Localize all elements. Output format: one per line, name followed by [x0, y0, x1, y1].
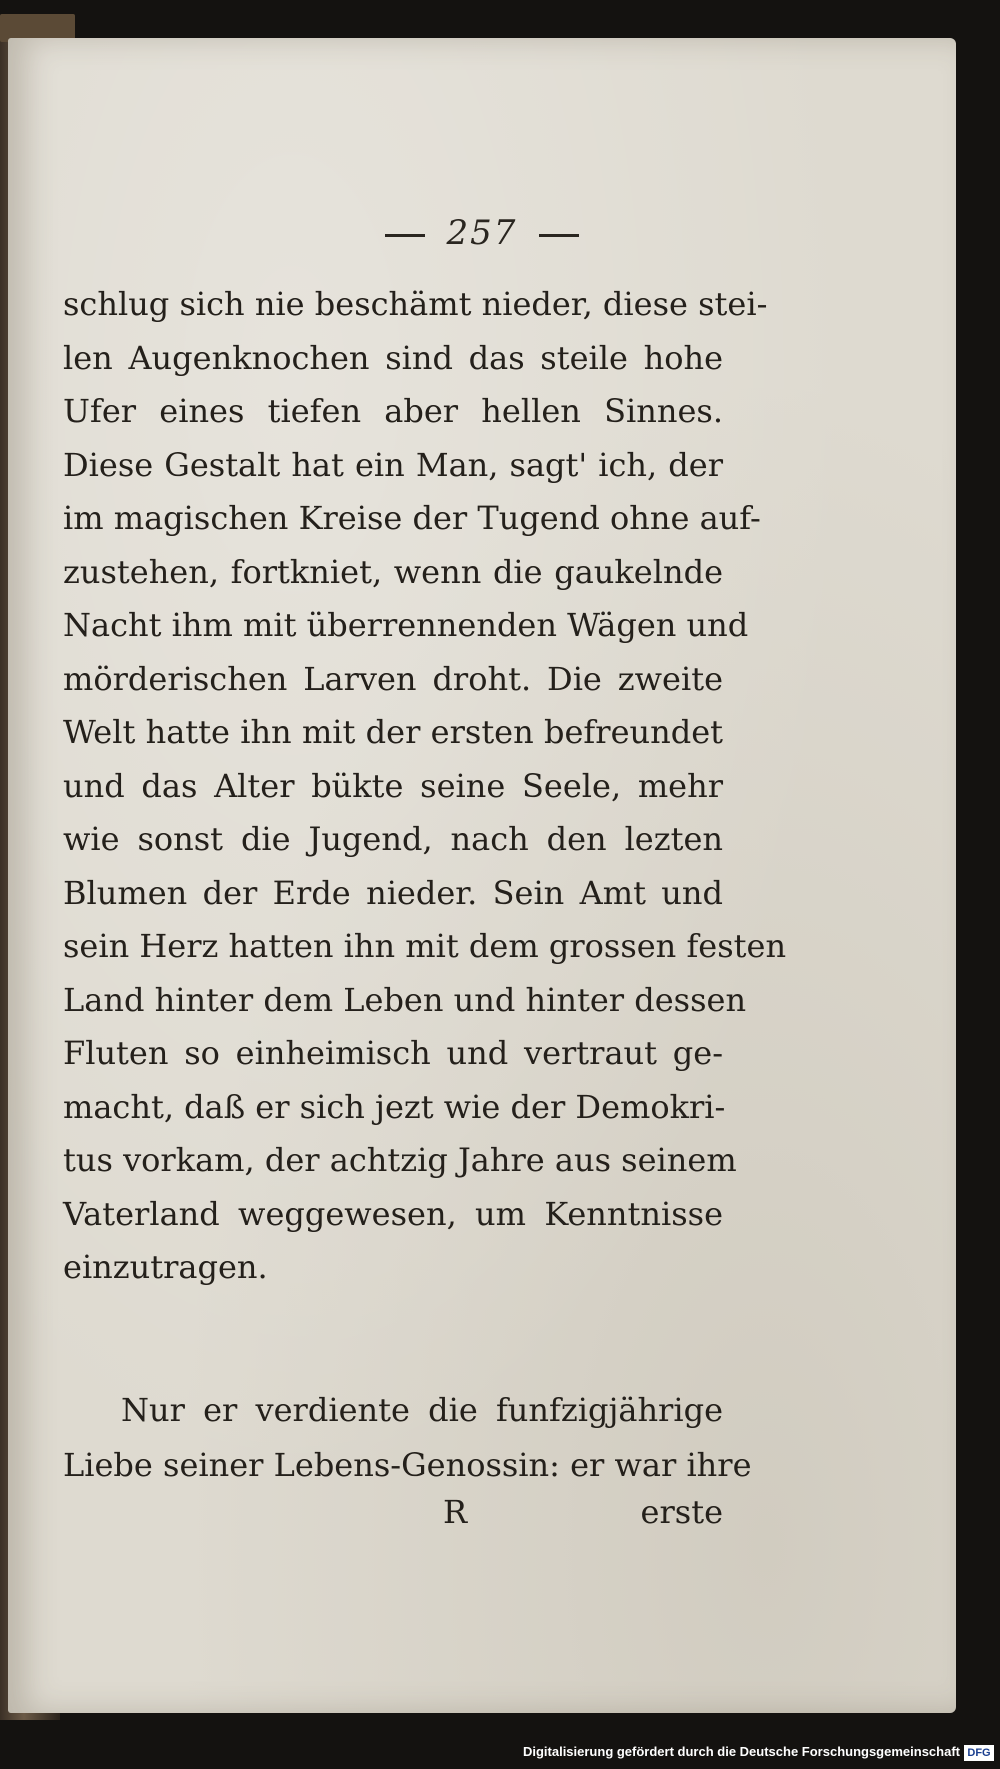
- catchword: erste: [640, 1493, 723, 1531]
- text-line: len Augenknochen sind das steile hohe: [63, 338, 723, 377]
- text-line: Nacht ihm mit überrennenden Wägen und: [63, 606, 749, 644]
- text-line: mörderischen Larven droht. Die zweite: [63, 659, 723, 698]
- text-line: Liebe seiner Lebens-Genossin: er war ihre: [63, 1446, 752, 1484]
- page-header: [8, 213, 956, 253]
- paragraph-1: [63, 278, 787, 1295]
- digitization-credit: Digitalisierung gefördert durch die Deutsche Forschungsgemeinschaft: [522, 1744, 960, 1759]
- header-dash-left: [385, 234, 425, 237]
- text-line: einzutragen.: [63, 1248, 268, 1286]
- text-line: Fluten so einheimisch und vertraut ge-: [63, 1034, 723, 1072]
- signature-mark: R: [443, 1493, 468, 1531]
- text-line: Diese Gestalt hat ein Man, sagt' ich, der: [63, 445, 723, 484]
- header-dash-right: [539, 234, 579, 237]
- text-line: tus vorkam, der achtzig Jahre aus seinem: [63, 1141, 737, 1179]
- dfg-logo: DFG: [964, 1745, 994, 1761]
- paragraph-2: [63, 1383, 752, 1493]
- text-line: im magischen Kreise der Tugend ohne auf-: [63, 499, 761, 537]
- text-line: zustehen, fortkniet, wenn die gaukelnde: [63, 552, 723, 591]
- book-page: [8, 38, 956, 1713]
- text-line: Land hinter dem Leben und hinter dessen: [63, 980, 747, 1019]
- text-line: Ufer eines tiefen aber hellen Sinnes.: [63, 392, 723, 430]
- text-line: sein Herz hatten ihn mit dem grossen festen: [63, 927, 787, 965]
- text-line: macht, daß er sich jezt wie der Demokri-: [63, 1087, 726, 1126]
- text-line: schlug sich nie beschämt nieder, diese stei-: [63, 285, 768, 323]
- text-line: und das Alter bükte seine Seele, mehr: [63, 766, 723, 805]
- page-number: 257: [446, 213, 518, 253]
- text-line: wie sonst die Jugend, nach den lezten: [63, 820, 723, 858]
- text-line: Blumen der Erde nieder. Sein Amt und: [63, 873, 723, 912]
- text-line: Nur er verdiente die funfzigjährige: [121, 1391, 723, 1429]
- text-line: Welt hatte ihn mit der ersten befreundet: [63, 713, 723, 751]
- text-line: Vaterland weggewesen, um Kenntnisse: [63, 1194, 723, 1233]
